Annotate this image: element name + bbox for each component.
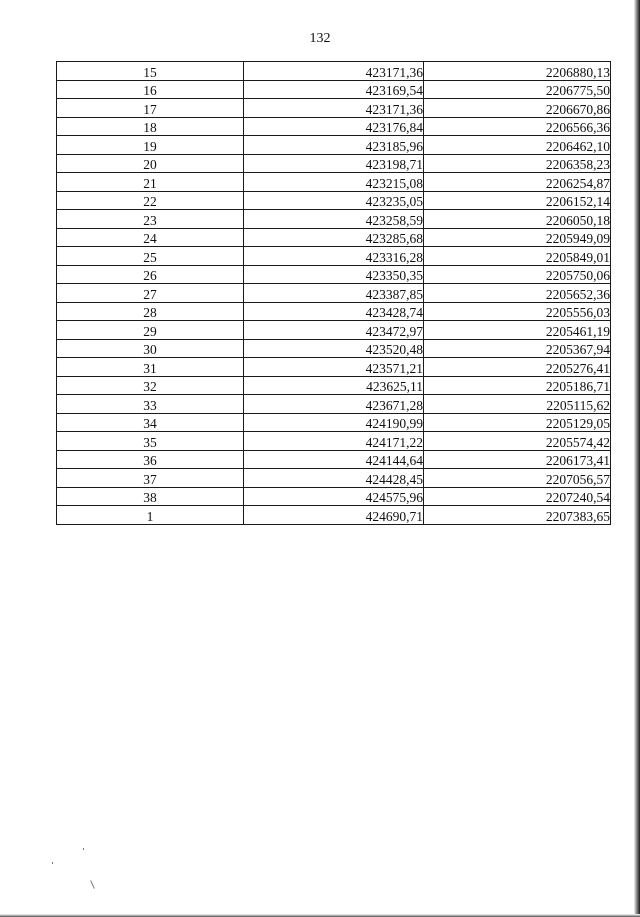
x-coordinate-cell: 424575,96: [244, 487, 424, 506]
y-coordinate-cell: 2206358,23: [424, 154, 611, 173]
table-row: [57, 450, 611, 469]
table-row: [57, 117, 611, 136]
x-coordinate-cell: 423169,54: [244, 80, 424, 99]
point-number-cell: 26: [57, 265, 244, 284]
y-coordinate-cell: 2205129,05: [424, 413, 611, 432]
point-number-cell: 30: [57, 339, 244, 358]
table-row: [57, 191, 611, 210]
y-coordinate-cell: 2205556,03: [424, 302, 611, 321]
x-coordinate-cell: 423350,35: [244, 265, 424, 284]
y-coordinate-cell: 2205574,42: [424, 432, 611, 451]
table-row: [57, 469, 611, 488]
y-coordinate-cell: 2206775,50: [424, 80, 611, 99]
y-coordinate-cell: 2207383,65: [424, 506, 611, 525]
scan-speck: [52, 862, 53, 864]
x-coordinate-cell: 423171,36: [244, 99, 424, 118]
x-coordinate-cell: 424171,22: [244, 432, 424, 451]
x-coordinate-cell: 423235,05: [244, 191, 424, 210]
point-number-cell: 22: [57, 191, 244, 210]
x-coordinate-cell: 423316,28: [244, 247, 424, 266]
table-row: [57, 247, 611, 266]
y-coordinate-cell: 2207056,57: [424, 469, 611, 488]
table-row: [57, 228, 611, 247]
point-number-cell: 1: [57, 506, 244, 525]
y-coordinate-cell: 2206462,10: [424, 136, 611, 155]
point-number-cell: 27: [57, 284, 244, 303]
y-coordinate-cell: 2206173,41: [424, 450, 611, 469]
table-row: [57, 487, 611, 506]
table-row: [57, 265, 611, 284]
x-coordinate-cell: 423198,71: [244, 154, 424, 173]
x-coordinate-cell: 423625,11: [244, 376, 424, 395]
y-coordinate-cell: 2207240,54: [424, 487, 611, 506]
y-coordinate-cell: 2205461,19: [424, 321, 611, 340]
x-coordinate-cell: 423176,84: [244, 117, 424, 136]
table-row: [57, 173, 611, 192]
table-row: [57, 80, 611, 99]
point-number-cell: 25: [57, 247, 244, 266]
y-coordinate-cell: 2205949,09: [424, 228, 611, 247]
x-coordinate-cell: 423671,28: [244, 395, 424, 414]
table-row: [57, 210, 611, 229]
point-number-cell: 37: [57, 469, 244, 488]
table-row: [57, 136, 611, 155]
y-coordinate-cell: 2206254,87: [424, 173, 611, 192]
y-coordinate-cell: 2205276,41: [424, 358, 611, 377]
table-row: [57, 376, 611, 395]
x-coordinate-cell: 423520,48: [244, 339, 424, 358]
y-coordinate-cell: 2205115,62: [424, 395, 611, 414]
y-coordinate-cell: 2206566,36: [424, 117, 611, 136]
y-coordinate-cell: 2206152,14: [424, 191, 611, 210]
x-coordinate-cell: 423185,96: [244, 136, 424, 155]
point-number-cell: 34: [57, 413, 244, 432]
y-coordinate-cell: 2205186,71: [424, 376, 611, 395]
x-coordinate-cell: 424428,45: [244, 469, 424, 488]
table-row: [57, 62, 611, 81]
point-number-cell: 38: [57, 487, 244, 506]
x-coordinate-cell: 423428,74: [244, 302, 424, 321]
point-number-cell: 17: [57, 99, 244, 118]
table-row: [57, 395, 611, 414]
x-coordinate-cell: 424190,99: [244, 413, 424, 432]
table-row: [57, 99, 611, 118]
table-row: [57, 358, 611, 377]
y-coordinate-cell: 2206880,13: [424, 62, 611, 81]
y-coordinate-cell: 2206050,18: [424, 210, 611, 229]
table-row: [57, 302, 611, 321]
point-number-cell: 18: [57, 117, 244, 136]
scan-edge-right: [634, 0, 640, 917]
table-row: [57, 321, 611, 340]
table-row: [57, 413, 611, 432]
point-number-cell: 33: [57, 395, 244, 414]
point-number-cell: 36: [57, 450, 244, 469]
table-row: [57, 154, 611, 173]
point-number-cell: 28: [57, 302, 244, 321]
x-coordinate-cell: 424690,71: [244, 506, 424, 525]
point-number-cell: 35: [57, 432, 244, 451]
x-coordinate-cell: 423285,68: [244, 228, 424, 247]
y-coordinate-cell: 2206670,86: [424, 99, 611, 118]
x-coordinate-cell: 423171,36: [244, 62, 424, 81]
point-number-cell: 31: [57, 358, 244, 377]
point-number-cell: 32: [57, 376, 244, 395]
x-coordinate-cell: 423387,85: [244, 284, 424, 303]
y-coordinate-cell: 2205750,06: [424, 265, 611, 284]
x-coordinate-cell: 423472,97: [244, 321, 424, 340]
point-number-cell: 24: [57, 228, 244, 247]
coordinates-table-body: [57, 62, 611, 525]
y-coordinate-cell: 2205367,94: [424, 339, 611, 358]
point-number-cell: 23: [57, 210, 244, 229]
point-number-cell: 21: [57, 173, 244, 192]
x-coordinate-cell: 423258,59: [244, 210, 424, 229]
point-number-cell: 19: [57, 136, 244, 155]
point-number-cell: 15: [57, 62, 244, 81]
y-coordinate-cell: 2205652,36: [424, 284, 611, 303]
scan-speck: [83, 848, 84, 850]
table-row: [57, 432, 611, 451]
page-number: 132: [309, 31, 331, 46]
table-row: [57, 506, 611, 525]
coordinates-table: [56, 61, 611, 525]
point-number-cell: 20: [57, 154, 244, 173]
table-row: [57, 284, 611, 303]
point-number-cell: 16: [57, 80, 244, 99]
x-coordinate-cell: 423571,21: [244, 358, 424, 377]
y-coordinate-cell: 2205849,01: [424, 247, 611, 266]
x-coordinate-cell: 424144,64: [244, 450, 424, 469]
x-coordinate-cell: 423215,08: [244, 173, 424, 192]
point-number-cell: 29: [57, 321, 244, 340]
scan-speck: [90, 880, 95, 889]
table-row: [57, 339, 611, 358]
